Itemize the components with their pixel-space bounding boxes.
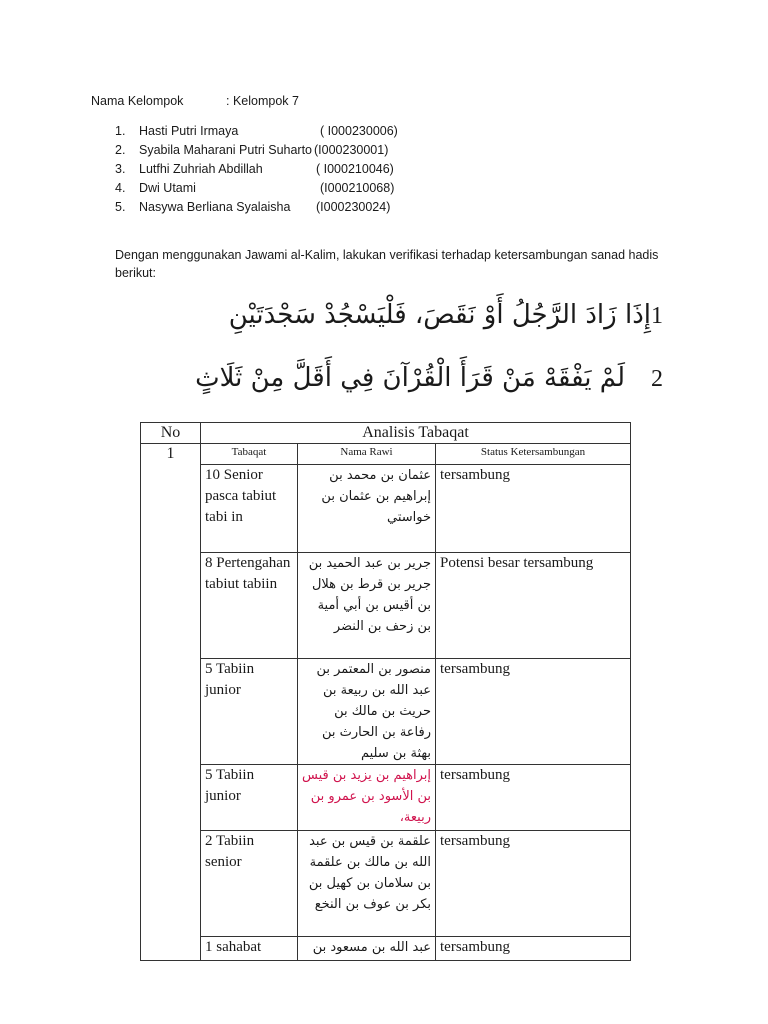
rawi-cell: علقمة بن قيس بن عبد الله بن مالك بن علقمة بن سلامان بن كهيل بن بكر بن عوف بن النخع bbox=[298, 830, 436, 936]
column-header-rawi: Nama Rawi bbox=[298, 444, 436, 465]
row-number: 1 bbox=[141, 444, 201, 465]
column-header-no: No bbox=[141, 423, 201, 444]
tabaqat-cell: 2 Tabiin senior bbox=[201, 830, 298, 936]
member-nim: ( I000230006) bbox=[320, 124, 398, 138]
status-cell: tersambung bbox=[436, 658, 631, 764]
rawi-cell: عبد الله بن مسعود بن bbox=[298, 936, 436, 960]
rawi-cell: منصور بن المعتمر بن عبد الله بن ربيعة بن حريث بن مالك بن رفاعة بن الحارث بن بهثة بن سليم bbox=[298, 658, 436, 764]
column-header-tabaqat: Tabaqat bbox=[201, 444, 298, 465]
instruction-text: Dengan menggunakan Jawami al-Kalim, lakukan verifikasi terhadap ketersambungan sanad hadis berikut: bbox=[115, 248, 659, 280]
rawi-cell: إبراهيم بن يزيد بن قيس بن الأسود بن عمرو بن ربيعة، bbox=[298, 764, 436, 830]
group-value: : Kelompok 7 bbox=[226, 94, 299, 108]
group-label: Nama Kelompok bbox=[91, 94, 184, 108]
group-name-line bbox=[91, 94, 299, 108]
tabaqat-cell: 5 Tabiin junior bbox=[201, 658, 298, 764]
column-header-status: Status Ketersambungan bbox=[436, 444, 631, 465]
member-number: 1. bbox=[115, 124, 126, 138]
hadith-text: إِذَا زَادَ الرَّجُلُ أَوْ نَقَصَ، فَلْيَسْجُدْ سَجْدَتَيْنِ bbox=[228, 300, 651, 330]
status-cell: Potensi besar tersambung bbox=[436, 552, 631, 658]
table-header-row bbox=[141, 423, 631, 444]
tabaqat-cell: 1 sahabat bbox=[201, 936, 298, 960]
table-row bbox=[141, 658, 631, 764]
tabaqat-table bbox=[140, 422, 631, 961]
status-cell: tersambung bbox=[436, 464, 631, 552]
hadith-number: 2 bbox=[651, 366, 663, 392]
member-nim: ( I000210046) bbox=[316, 162, 394, 176]
member-number: 3. bbox=[115, 162, 126, 176]
member-name: Dwi Utami bbox=[139, 181, 196, 195]
table-row bbox=[141, 936, 631, 960]
status-cell: tersambung bbox=[436, 830, 631, 936]
status-cell: tersambung bbox=[436, 764, 631, 830]
status-cell: tersambung bbox=[436, 936, 631, 960]
table-row bbox=[141, 764, 631, 830]
column-header-analysis: Analisis Tabaqat bbox=[201, 423, 631, 444]
table-row bbox=[141, 830, 631, 936]
hadith-text: لَمْ يَفْقَهْ مَنْ قَرَأَ الْقُرْآنَ فِي أَقَلَّ مِنْ ثَلَاثٍ bbox=[195, 363, 625, 393]
member-name: Nasywa Berliana Syalaisha bbox=[139, 200, 291, 214]
member-number: 5. bbox=[115, 200, 126, 214]
tabaqat-cell: 5 Tabiin junior bbox=[201, 764, 298, 830]
member-number: 4. bbox=[115, 181, 126, 195]
tabaqat-cell: 10 Senior pasca tabiut tabi in bbox=[201, 464, 298, 552]
member-name: Hasti Putri Irmaya bbox=[139, 124, 239, 138]
hadith-number: 1 bbox=[651, 303, 663, 329]
member-name: Syabila Maharani Putri Suharto bbox=[139, 143, 313, 157]
member-number: 2. bbox=[115, 143, 126, 157]
member-nim: (I000230024) bbox=[316, 200, 391, 214]
table-row bbox=[141, 464, 631, 552]
hadith-1 bbox=[229, 300, 663, 330]
table-subheader-row bbox=[141, 444, 631, 465]
tabaqat-cell: 8 Pertengahan tabiut tabiin bbox=[201, 552, 298, 658]
member-nim: (I000210068) bbox=[320, 181, 395, 195]
table-row bbox=[141, 552, 631, 658]
member-name: Lutfhi Zuhriah Abdillah bbox=[139, 162, 263, 176]
hadith-2 bbox=[195, 363, 663, 393]
member-nim: (I000230001) bbox=[314, 143, 389, 157]
rawi-cell: جرير بن عبد الحميد بن جرير بن قرط بن هلال بن أقيس بن أبي أمية بن زحف بن النضر bbox=[298, 552, 436, 658]
rawi-cell: عثمان بن محمد بن إبراهيم بن عثمان بن خواستي bbox=[298, 464, 436, 552]
